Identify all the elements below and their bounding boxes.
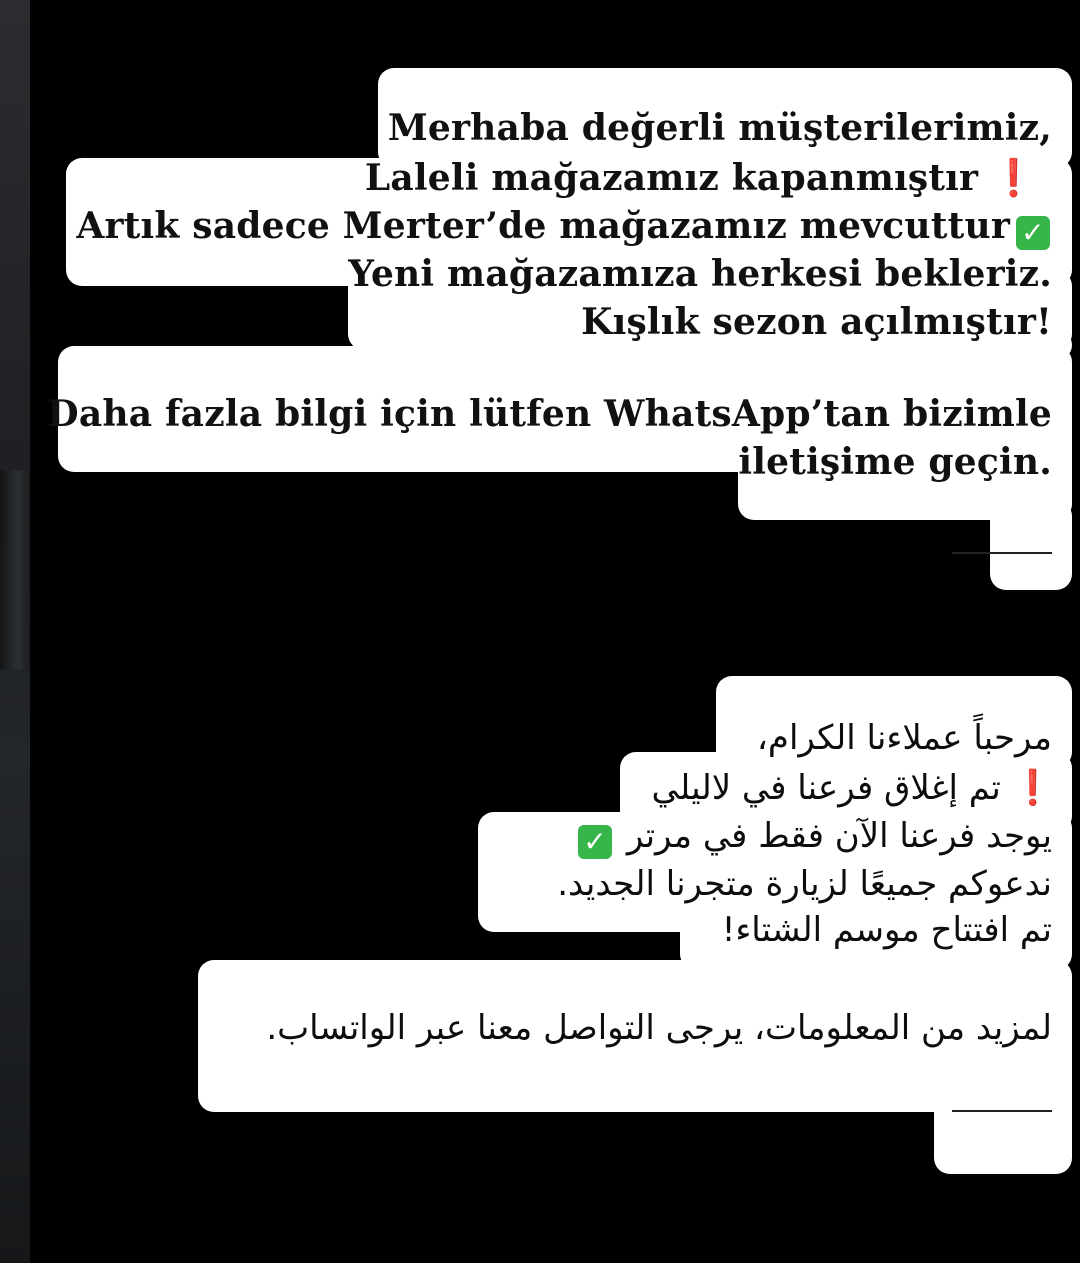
arabic-closure-notice (652, 764, 1055, 812)
arabic-divider (952, 1110, 1052, 1112)
arabic-contact-line: لمزيد من المعلومات، يرجى التواصل معنا عبر الواتساب. (266, 1008, 1052, 1048)
turkish-location-text: Artık sadece Merter’de mağazamız mevcuttur (76, 205, 1010, 247)
exclamation-icon: ❗ (990, 158, 1036, 199)
arabic-closure-text: تم إغلاق فرعنا في لاليلي (651, 768, 1001, 808)
check-mark-icon: ✓ (1016, 216, 1050, 250)
arabic-location-text: يوجد فرعنا الآن فقط في مرتر (626, 816, 1052, 856)
turkish-season-notice: Kışlık sezon açılmıştır! (581, 301, 1052, 343)
arabic-greeting: مرحباً عملاءنا الكرام، (756, 718, 1052, 758)
arabic-invitation: ندعوكم جميعًا لزيارة متجرنا الجديد. (557, 864, 1052, 904)
turkish-greeting: Merhaba değerli müşterilerimiz, (387, 107, 1052, 149)
turkish-closure-text: Laleli mağazamız kapanmıştır (364, 157, 979, 199)
exclamation-icon: ❗ (1011, 768, 1054, 808)
check-mark-icon: ✓ (578, 825, 612, 859)
turkish-contact-line-2: iletişime geçin. (738, 441, 1052, 483)
turkish-contact-line-1: Daha fazla bilgi için lütfen WhatsApp’tan bizimle (47, 393, 1052, 435)
arabic-season-notice: تم افتتاح موسم الشتاء! (721, 910, 1052, 950)
arabic-location-notice (572, 812, 1052, 860)
turkish-invitation: Yeni mağazamıza herkesi bekleriz. (348, 253, 1052, 295)
